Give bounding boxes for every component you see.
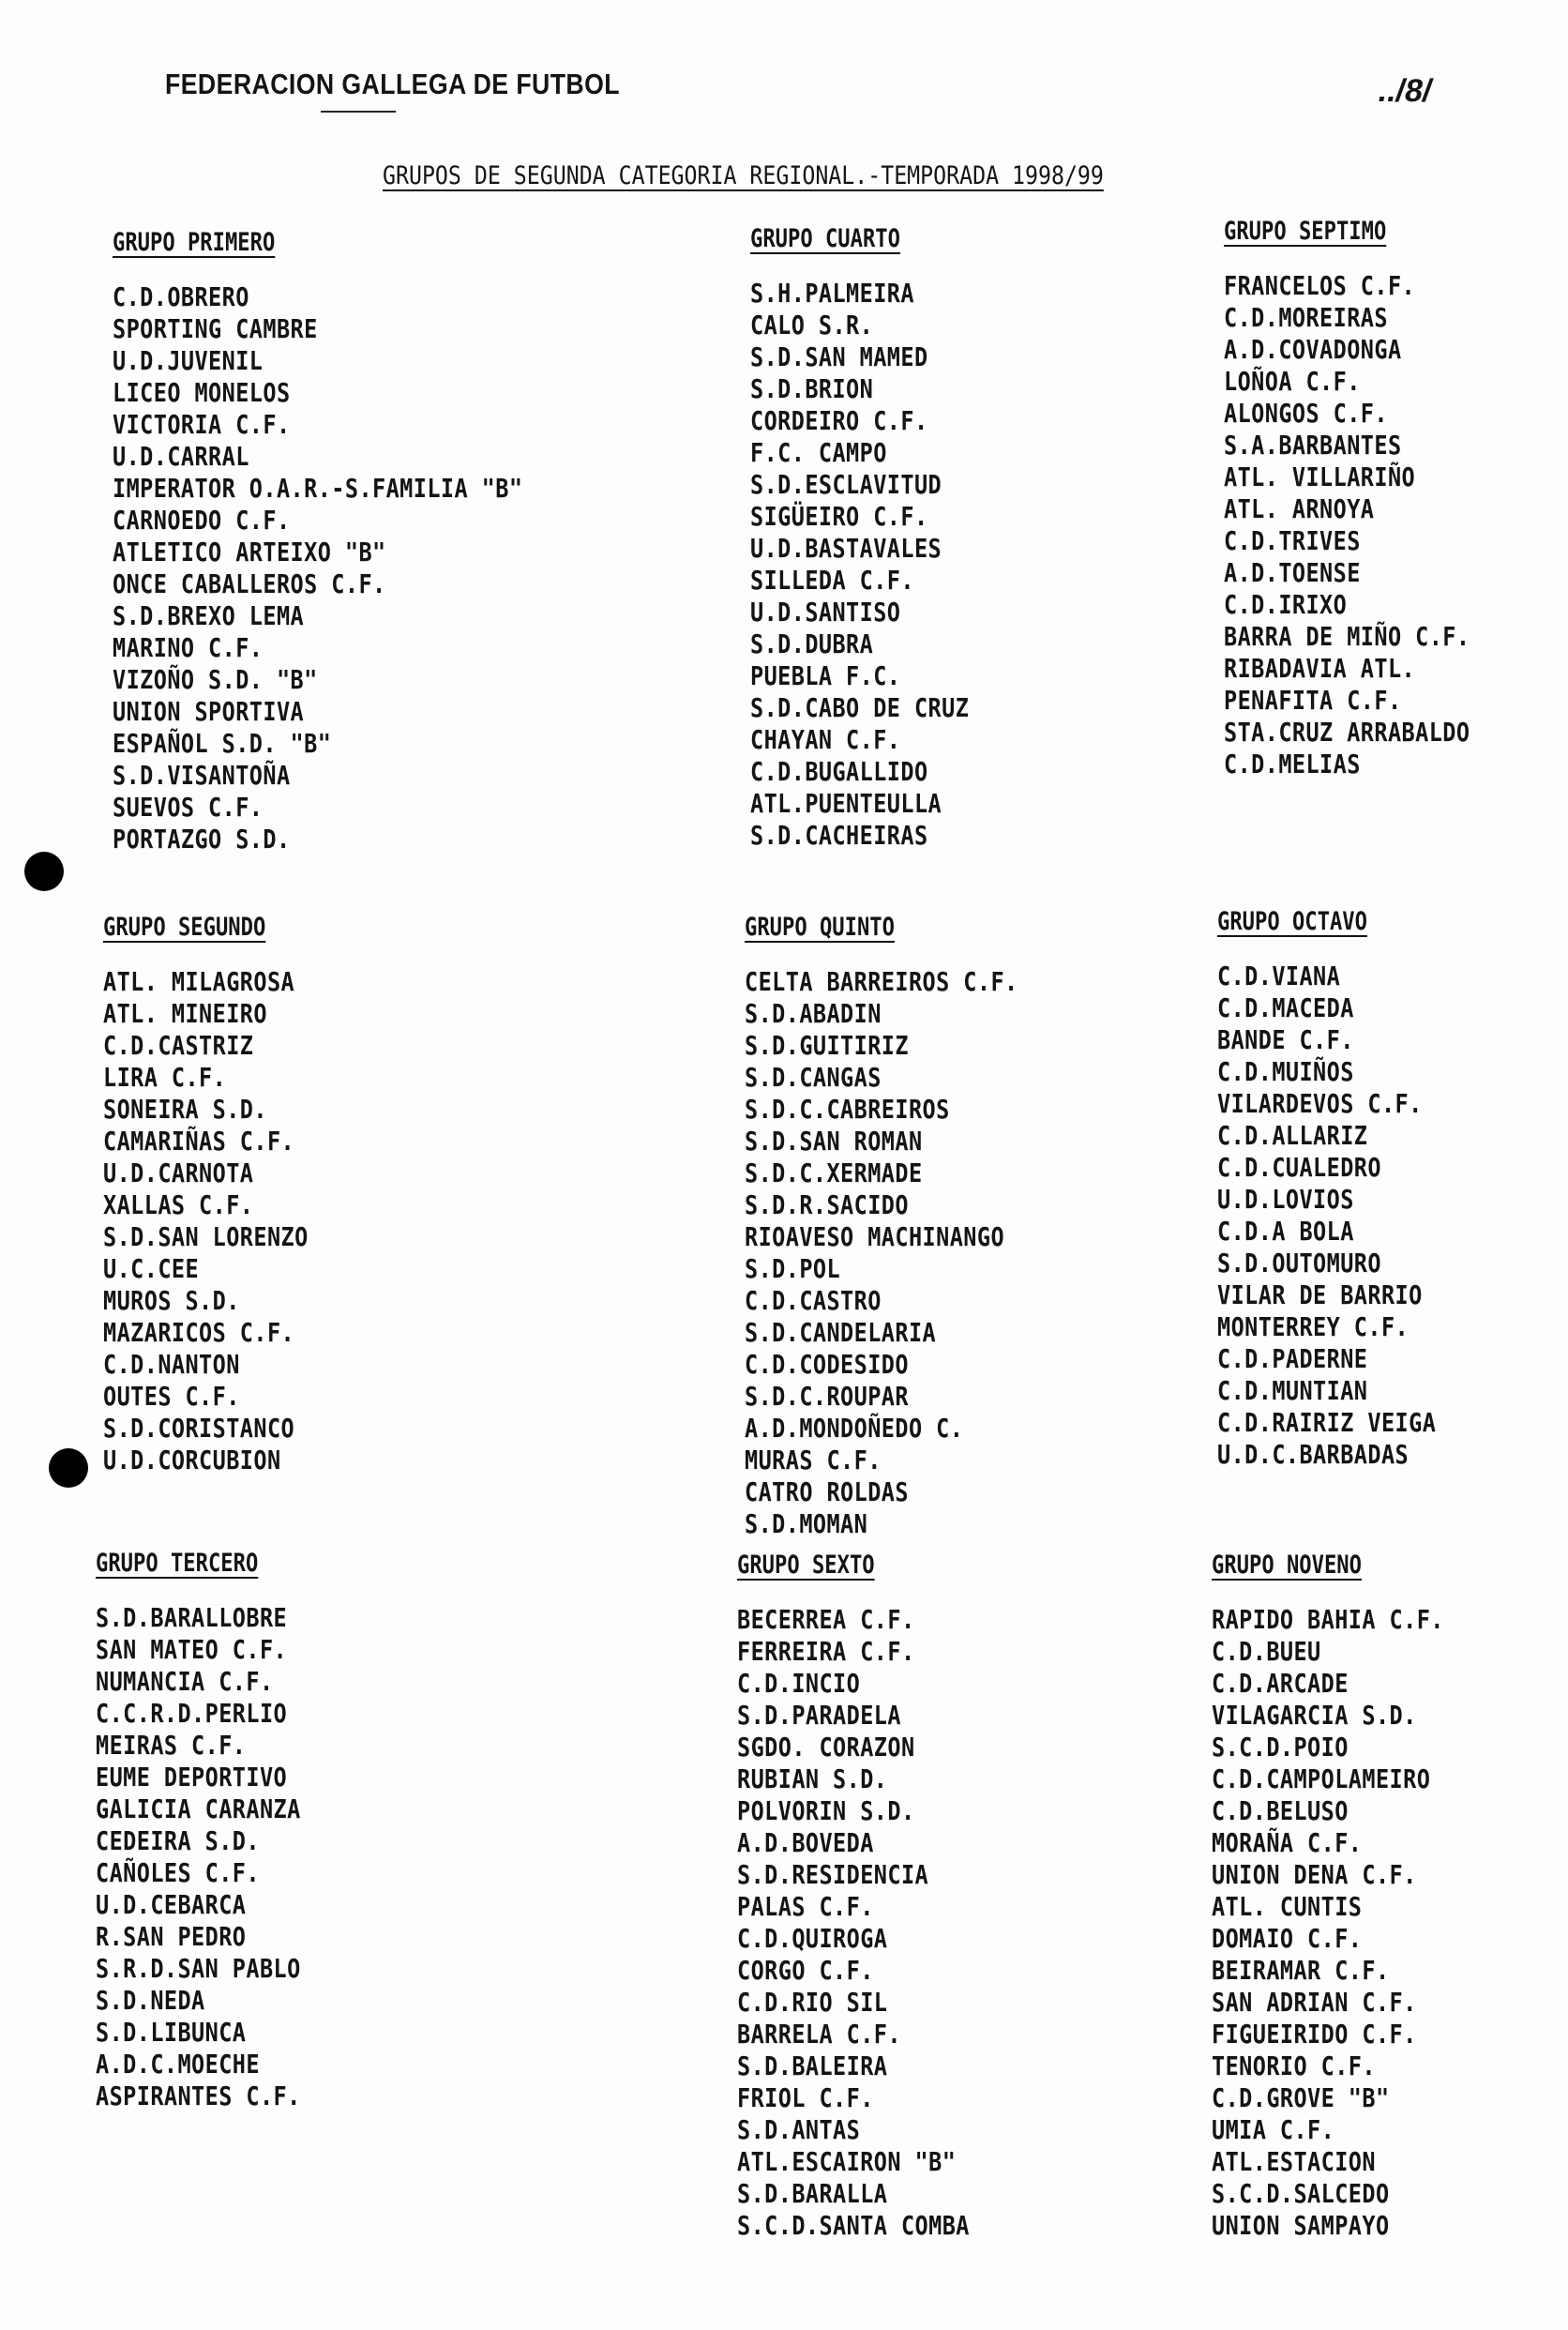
group-heading: GRUPO SEGUNDO <box>103 913 266 942</box>
group-heading: GRUPO NOVENO <box>1212 1551 1362 1580</box>
team-item: S.D.SAN ROMAN <box>745 1126 923 1157</box>
team-item: BANDE C.F. <box>1217 1024 1354 1055</box>
team-item: MUROS S.D. <box>103 1285 240 1316</box>
team-item: S.D.GUITIRIZ <box>745 1030 909 1061</box>
team-item: RUBIAN S.D. <box>737 1763 888 1794</box>
team-item: BARRA DE MIÑO C.F. <box>1224 621 1470 652</box>
team-item: VICTORIA C.F. <box>113 409 291 440</box>
team-item: S.H.PALMEIRA <box>750 278 914 309</box>
team-item: FIGUEIRIDO C.F. <box>1212 2019 1417 2050</box>
team-item: OUTES C.F. <box>103 1381 240 1412</box>
team-item: FERREIRA C.F. <box>737 1636 915 1667</box>
team-item: S.C.D.SALCEDO <box>1212 2178 1390 2209</box>
team-item: C.D.RIO SIL <box>737 1987 888 2018</box>
team-item: C.D.INCIO <box>737 1668 861 1699</box>
group-heading: GRUPO TERCERO <box>96 1549 259 1578</box>
team-item: SAN MATEO C.F. <box>96 1634 288 1665</box>
team-item: S.D.NEDA <box>96 1985 205 2016</box>
team-item: ATL.ESTACION <box>1212 2146 1376 2177</box>
team-item: PALAS C.F. <box>737 1891 874 1922</box>
team-item: XALLAS C.F. <box>103 1189 254 1220</box>
group-5 <box>745 914 1070 1540</box>
team-item: S.R.D.SAN PABLO <box>96 1953 301 1984</box>
team-list <box>1217 961 1478 1471</box>
team-item: CAÑOLES C.F. <box>96 1857 260 1888</box>
team-item: C.D.MUNTIAN <box>1217 1375 1368 1406</box>
group-7 <box>96 1550 339 2112</box>
team-item: ATLETICO ARTEIXO "B" <box>113 537 386 567</box>
team-item: A.D.BOVEDA <box>737 1827 874 1858</box>
team-list <box>96 1602 339 2112</box>
team-list <box>1212 1604 1488 2242</box>
team-item: ESPAÑOL S.D. "B" <box>113 728 332 759</box>
group-8 <box>737 1551 1014 2242</box>
team-list <box>745 966 1070 1540</box>
team-list <box>737 1604 1014 2242</box>
team-item: C.D.TRIVES <box>1224 525 1361 556</box>
team-item: A.D.C.MOECHE <box>96 2049 260 2080</box>
team-item: S.D.POL <box>745 1253 841 1284</box>
team-item: STA.CRUZ ARRABALDO <box>1224 717 1470 748</box>
team-item: VILAGARCIA S.D. <box>1212 1700 1417 1731</box>
team-item: MURAS C.F. <box>745 1445 882 1475</box>
team-item: U.D.C.BARBADAS <box>1217 1439 1410 1470</box>
team-item: ALONGOS C.F. <box>1224 398 1388 429</box>
team-item: CARNOEDO C.F. <box>113 505 291 536</box>
team-item: ATL. ARNOYA <box>1224 493 1375 524</box>
team-item: C.D.IRIXO <box>1224 589 1348 620</box>
team-item: C.D.BUGALLIDO <box>750 756 928 787</box>
team-item: MORAÑA C.F. <box>1212 1827 1363 1858</box>
team-item: UMIA C.F. <box>1212 2114 1335 2145</box>
team-item: SUEVOS C.F. <box>113 792 264 823</box>
team-item: S.D.DUBRA <box>750 628 874 659</box>
team-item: VILAR DE BARRIO <box>1217 1279 1423 1310</box>
punch-hole <box>49 1448 88 1488</box>
team-item: VILARDEVOS C.F. <box>1217 1088 1423 1119</box>
team-item: EUME DEPORTIVO <box>96 1762 288 1793</box>
team-item: S.D.VISANTOÑA <box>113 760 291 791</box>
team-item: S.D.MOMAN <box>745 1508 868 1539</box>
team-item: CEDEIRA S.D. <box>96 1825 260 1856</box>
team-item: U.D.BASTAVALES <box>750 533 942 564</box>
team-item: LICEO MONELOS <box>113 377 291 408</box>
team-item: C.D.MOREIRAS <box>1224 302 1388 333</box>
team-item: ASPIRANTES C.F. <box>96 2080 301 2111</box>
team-item: A.D.COVADONGA <box>1224 334 1402 365</box>
team-item: S.D.R.SACIDO <box>745 1189 909 1220</box>
team-item: ONCE CABALLEROS C.F. <box>113 568 386 599</box>
team-item: ATL.PUENTEULLA <box>750 788 942 819</box>
team-item: U.D.CARRAL <box>113 441 249 472</box>
team-item: LIRA C.F. <box>103 1062 227 1093</box>
team-item: SONEIRA S.D. <box>103 1094 267 1125</box>
team-item: S.D.C.XERMADE <box>745 1157 923 1188</box>
team-item: ATL. CUNTIS <box>1212 1891 1363 1922</box>
team-item: C.D.BUEU <box>1212 1636 1321 1667</box>
group-heading: GRUPO PRIMERO <box>113 228 276 257</box>
team-item: C.D.NANTON <box>103 1349 240 1380</box>
team-item: LOÑOA C.F. <box>1224 366 1361 397</box>
team-item: U.D.CORCUBION <box>103 1445 281 1475</box>
team-item: MEIRAS C.F. <box>96 1730 247 1761</box>
team-item: C.D.CAMPOLAMEIRO <box>1212 1763 1431 1794</box>
group-heading: GRUPO QUINTO <box>745 913 895 942</box>
document-title: GRUPOS DE SEGUNDA CATEGORIA REGIONAL.-TEMPORADA 1998/99 <box>383 161 1104 190</box>
team-item: IMPERATOR O.A.R.-S.FAMILIA "B" <box>113 473 523 504</box>
team-item: S.D.SAN LORENZO <box>103 1221 309 1252</box>
team-item: R.SAN PEDRO <box>96 1921 247 1952</box>
group-1 <box>113 229 601 855</box>
page-number: ../8/ <box>1375 73 1436 109</box>
team-list <box>113 281 601 855</box>
team-item: U.C.CEE <box>103 1253 200 1284</box>
team-item: POLVORIN S.D. <box>737 1795 915 1826</box>
team-item: U.D.JUVENIL <box>113 345 264 376</box>
team-item: MARINO C.F. <box>113 632 264 663</box>
team-list <box>1224 270 1516 780</box>
team-item: CELTA BARREIROS C.F. <box>745 966 1018 997</box>
team-item: RIOAVESO MACHINANGO <box>745 1221 1005 1252</box>
team-item: S.D.BARALLOBRE <box>96 1602 288 1633</box>
team-item: C.D.MELIAS <box>1224 749 1361 779</box>
group-2 <box>750 225 1011 852</box>
team-item: C.D.CODESIDO <box>745 1349 909 1380</box>
team-item: DOMAIO C.F. <box>1212 1923 1363 1954</box>
team-item: CALO S.R. <box>750 310 874 340</box>
team-item: ATL. VILLARIÑO <box>1224 461 1416 492</box>
team-item: C.D.CASTRO <box>745 1285 882 1316</box>
team-item: S.C.D.POIO <box>1212 1732 1349 1763</box>
team-item: C.D.QUIROGA <box>737 1923 888 1954</box>
team-item: S.D.BARALLA <box>737 2178 888 2209</box>
punch-hole <box>24 852 64 891</box>
team-item: S.D.BRION <box>750 373 874 404</box>
team-item: UNION SPORTIVA <box>113 696 305 727</box>
team-item: CORDEIRO C.F. <box>750 405 928 436</box>
team-item: A.D.MONDOÑEDO C. <box>745 1413 964 1444</box>
team-item: C.D.A BOLA <box>1217 1216 1354 1247</box>
team-item: BECERREA C.F. <box>737 1604 915 1635</box>
team-item: S.D.CANDELARIA <box>745 1317 937 1348</box>
team-list <box>750 278 1011 852</box>
team-item: S.D.ANTAS <box>737 2114 861 2145</box>
team-item: ATL. MILAGROSA <box>103 966 295 997</box>
team-item: C.D.OBRERO <box>113 281 249 312</box>
group-4 <box>103 914 347 1476</box>
team-item: C.D.ALLARIZ <box>1217 1120 1368 1151</box>
team-item: S.D.OUTOMURO <box>1217 1248 1381 1278</box>
team-item: S.D.BALEIRA <box>737 2050 888 2081</box>
team-item: TENORIO C.F. <box>1212 2050 1376 2081</box>
team-item: S.C.D.SANTA COMBA <box>737 2210 970 2241</box>
organization-name: FEDERACION GALLEGA DE FUTBOL <box>165 68 620 100</box>
team-item: MONTERREY C.F. <box>1217 1311 1410 1342</box>
team-item: S.D.C.ROUPAR <box>745 1381 909 1412</box>
team-item: PORTAZGO S.D. <box>113 824 291 855</box>
team-item: C.D.MUIÑOS <box>1217 1056 1354 1087</box>
team-item: C.D.CUALEDRO <box>1217 1152 1381 1183</box>
team-item: BEIRAMAR C.F. <box>1212 1955 1390 1986</box>
team-item: U.D.LOVIOS <box>1217 1184 1354 1215</box>
team-item: FRIOL C.F. <box>737 2082 874 2113</box>
group-9 <box>1212 1551 1488 2242</box>
team-item: C.D.RAIRIZ VEIGA <box>1217 1407 1437 1438</box>
team-item: CORGO C.F. <box>737 1955 874 1986</box>
team-item: SIGÜEIRO C.F. <box>750 501 928 532</box>
team-item: GALICIA CARANZA <box>96 1793 301 1824</box>
team-item: VIZOÑO S.D. "B" <box>113 664 318 695</box>
team-item: PENAFITA C.F. <box>1224 685 1402 716</box>
group-3 <box>1224 218 1516 780</box>
team-item: SGDO. CORAZON <box>737 1732 915 1763</box>
organization-underline <box>321 111 396 113</box>
team-item: SAN ADRIAN C.F. <box>1212 1987 1417 2018</box>
team-item: CAMARIÑAS C.F. <box>103 1126 295 1157</box>
team-item: C.D.BELUSO <box>1212 1795 1349 1826</box>
team-item: U.D.CEBARCA <box>96 1889 247 1920</box>
team-item: UNION DENA C.F. <box>1212 1859 1417 1890</box>
team-item: NUMANCIA C.F. <box>96 1666 274 1697</box>
team-item: S.D.LIBUNCA <box>96 2017 247 2048</box>
group-heading: GRUPO OCTAVO <box>1217 907 1367 936</box>
team-item: C.D.GROVE "B" <box>1212 2082 1390 2113</box>
team-item: S.D.CANGAS <box>745 1062 882 1093</box>
team-item: CHAYAN C.F. <box>750 724 901 755</box>
team-item: S.D.CORISTANCO <box>103 1413 295 1444</box>
team-item: C.D.ARCADE <box>1212 1668 1349 1699</box>
team-item: S.D.SAN MAMED <box>750 341 928 372</box>
team-item: BARRELA C.F. <box>737 2019 901 2050</box>
team-item: A.D.TOENSE <box>1224 557 1361 588</box>
team-item: S.D.BREXO LEMA <box>113 600 305 631</box>
team-item: RIBADAVIA ATL. <box>1224 653 1416 684</box>
team-item: S.D.CACHEIRAS <box>750 820 928 851</box>
team-item: ATL.ESCAIRON "B" <box>737 2146 957 2177</box>
team-item: C.D.VIANA <box>1217 961 1341 991</box>
team-item: S.D.CABO DE CRUZ <box>750 692 970 723</box>
team-item: U.D.SANTISO <box>750 597 901 628</box>
group-heading: GRUPO SEPTIMO <box>1224 217 1387 246</box>
group-heading: GRUPO SEXTO <box>737 1551 875 1580</box>
group-heading: GRUPO CUARTO <box>750 224 900 253</box>
team-item: S.D.ABADIN <box>745 998 882 1029</box>
group-6 <box>1217 908 1478 1471</box>
team-item: FRANCELOS C.F. <box>1224 270 1416 301</box>
team-item: SPORTING CAMBRE <box>113 313 318 344</box>
team-item: PUEBLA F.C. <box>750 660 901 691</box>
team-item: S.D.ESCLAVITUD <box>750 469 942 500</box>
team-item: U.D.CARNOTA <box>103 1157 254 1188</box>
team-item: MAZARICOS C.F. <box>103 1317 295 1348</box>
team-item: SILLEDA C.F. <box>750 565 914 596</box>
team-item: S.D.PARADELA <box>737 1700 901 1731</box>
team-item: C.D.CASTRIZ <box>103 1030 254 1061</box>
team-item: C.D.PADERNE <box>1217 1343 1368 1374</box>
team-item: S.D.RESIDENCIA <box>737 1859 929 1890</box>
team-item: C.D.MACEDA <box>1217 992 1354 1023</box>
team-item: S.A.BARBANTES <box>1224 430 1402 461</box>
team-item: RAPIDO BAHIA C.F. <box>1212 1604 1444 1635</box>
team-list <box>103 966 347 1476</box>
team-item: C.C.R.D.PERLIO <box>96 1698 288 1729</box>
team-item: ATL. MINEIRO <box>103 998 267 1029</box>
team-item: F.C. CAMPO <box>750 437 887 468</box>
team-item: CATRO ROLDAS <box>745 1476 909 1507</box>
team-item: S.D.C.CABREIROS <box>745 1094 950 1125</box>
team-item: UNION SAMPAYO <box>1212 2210 1390 2241</box>
